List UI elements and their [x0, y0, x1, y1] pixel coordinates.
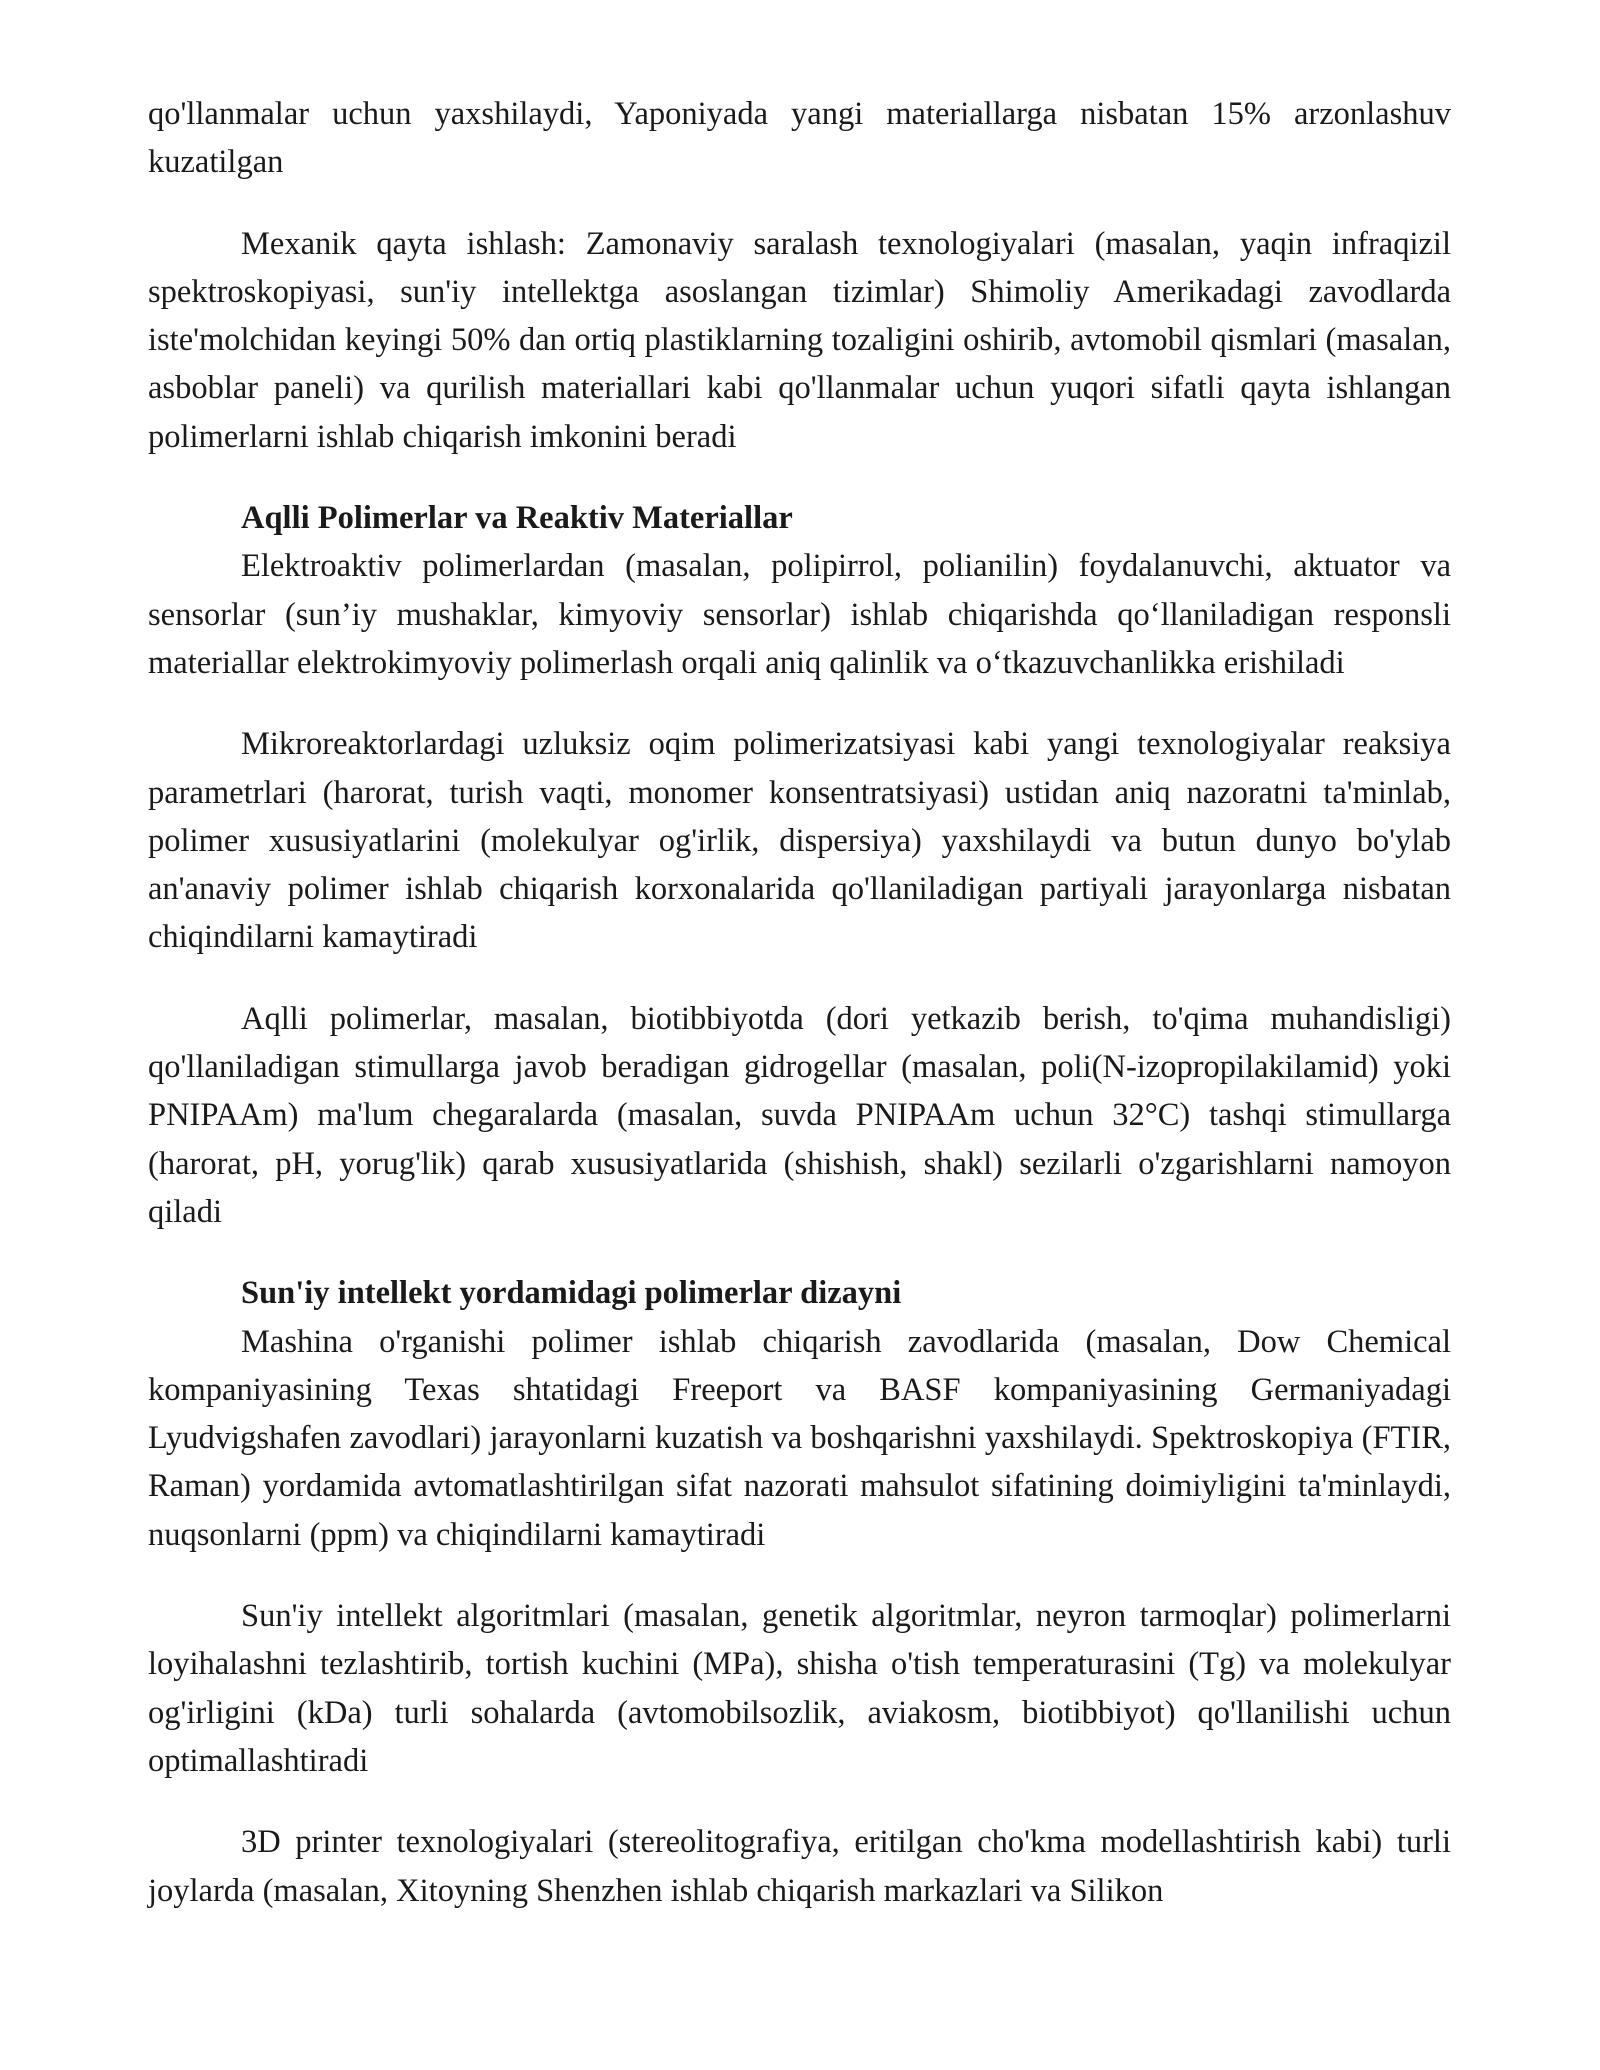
paragraph-smart-hydrogels: Aqlli polimerlar, masalan, biotibbiyotda (dori yetkazib berish, to'qima muhandisligi) qo'llaniladigan stimullarga javob beradigan gidrogellar (masalan, poli(N-izopropilakilamid) yoki PNIPAAm) ma'lum chegaralarda (masalan, suvda PNIPAAm uchun 32°C) tashqi stimullarga (harorat, pH, yorug'lik) qarab xususiyatlarida (shishish, shakl) sezilarli o'zgarishlarni namoyon qiladi — [148, 1000, 1451, 1230]
paragraph-mechanical-recycling: Mexanik qayta ishlash: Zamonaviy saralash texnologiyalari (masalan, yaqin infraqizil spektroskopiyasi, sun'iy intellektga asoslangan tizimlar) Shimoliy Amerikadagi zavodlarda iste'molchidan keyingi 50% dan ortiq plastiklarning tozaligini oshirib, avtomobil qismlari (masalan, asboblar paneli) va qurilish materiallari kabi qo'llanmalar uchun yuqori sifatli qayta ishlangan polimerlarni ishlab chiqarish imkonini beradi — [148, 225, 1451, 455]
paragraph-continued: qo'llanmalar uchun yaxshilaydi, Yaponiyada yangi materiallarga nisbatan 15% arzonlashuv kuzatilgan — [148, 96, 1451, 181]
section-heading-smart-polymers: Aqlli Polimerlar va Reaktiv Materiallar — [241, 500, 793, 537]
paragraph-electroactive-polymers: Elektroaktiv polimerlardan (masalan, polipirrol, polianilin) foydalanuvchi, aktuator va sensorlar (sun’iy mushaklar, kimyoviy sensorlar) ishlab chiqarishda qo‘llaniladigan responsli materiallar elektrokimyoviy polimerlash orqali aniq qalinlik va o‘tkazuvchanlikka erishiladi — [148, 548, 1451, 681]
document-page — [148, 90, 1451, 1948]
paragraph-ai-algorithms: Sun'iy intellekt algoritmlari (masalan, genetik algoritmlar, neyron tarmoqlar) polimerlarni loyihalashni tezlashtirib, tortish kuchini (MPa), shisha o'tish temperaturasini (Tg) va molekulyar og'irligini (kDa) turli sohalarda (avtomobilsozlik, aviakosm, biotibbiyot) qo'llanilishi uchun optimallashtiradi — [148, 1598, 1451, 1779]
paragraph-microreactors: Mikroreaktorlardagi uzluksiz oqim polimerizatsiyasi kabi yangi texnologiyalar reaksiya parametrlari (harorat, turish vaqti, monomer konsentratsiyasi) ustidan aniq nazoratni ta'minlab, polimer xususiyatlarini (molekulyar og'irlik, dispersiya) yaxshilaydi va butun dunyo bo'ylab an'anaviy polimer ishlab chiqarish korxonalarida qo'llaniladigan partiyali jarayonlarga nisbatan chiqindilarni kamaytiradi — [148, 726, 1451, 956]
paragraph-3d-printing: 3D printer texnologiyalari (stereolitografiya, eritilgan cho'kma modellashtirish kabi) turli joylarda (masalan, Xitoyning Shenzhen ishlab chiqarish markazlari va Silikon — [148, 1824, 1451, 1909]
paragraph-machine-learning: Mashina o'rganishi polimer ishlab chiqarish zavodlarida (masalan, Dow Chemical kompaniyasining Texas shtatidagi Freeport va BASF kompaniyasining Germaniyadagi Lyudvigshafen zavodlari) jarayonlarni kuzatish va boshqarishni yaxshilaydi. Spektroskopiya (FTIR, Raman) yordamida avtomatlashtirilgan sifat nazorati mahsulot sifatining doimiyligini ta'minlaydi, nuqsonlarni (ppm) va chiqindilarni kamaytiradi — [148, 1323, 1451, 1553]
section-heading-ai-polymer-design: Sun'iy intellekt yordamidagi polimerlar dizayni — [241, 1275, 902, 1312]
